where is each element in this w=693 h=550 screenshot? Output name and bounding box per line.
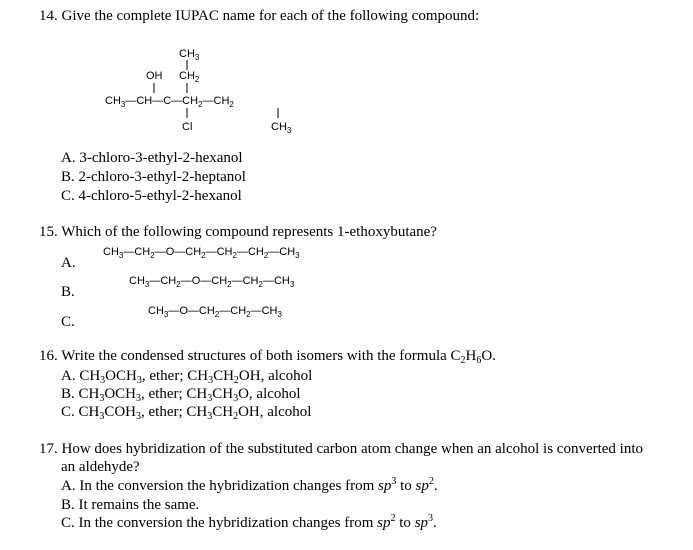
q16-option-c[interactable]: C. $CH_3COH_3$, ether; $CH_3CH_2OH$, alcohol [61,404,312,422]
q15-option-c-formula [146,302,346,318]
svg-text:CH3—O—CH2—CH2—CH3: $CH_3—O—CH_2—CH_2—CH_3$ [148,305,282,318]
question-16-stem: 16. Write the condensed structures of both isomers with the formula $C_2H_6O$. [39,348,496,366]
q14-structural-formula [95,45,325,145]
struct-cl: Cl [182,121,193,133]
q16-option-a[interactable]: A. $CH_3OCH_3$, ether; $CH_3CH_2OH$, alcohol [61,368,313,386]
q14-option-b[interactable]: B. 2-chloro-3-ethyl-2-heptanol [61,169,246,185]
q17-option-b[interactable]: B. It remains the same. [61,497,200,513]
q17-option-c[interactable]: C. In the conversion the hybridization changes from $sp^2$ to $sp^3$. [61,513,437,531]
question-15-stem: 15. Which of the following compound represents 1-ethoxybutane? [39,224,437,240]
struct-ch2-upper: $CH_2$ [179,70,200,84]
q16-option-b[interactable]: B. $CH_3OCH_3$, ether; $CH_3CH_3O$, alcohol [61,386,301,404]
struct-main-chain: $CH_3—CH—C—CH_2—CH_2$ [105,95,234,109]
q15-option-c-label[interactable]: C. [61,314,75,330]
question-14-stem: 14. Give the complete IUPAC name for each of the following compound: [39,8,480,24]
svg-text:CH3—CH2—O—CH2—CH2—CH2—CH3: $CH_3—CH_2—O—CH_2—CH_2—CH_2—CH_3$ [103,246,300,259]
struct-top-ch3: $CH_3$ [179,48,200,62]
q15-option-b-formula [127,272,367,288]
struct-oh: OH [146,70,163,82]
q15-option-b-label[interactable]: B. [61,284,75,300]
question-17-stem-line2: an aldehyde? [61,459,140,475]
q14-option-a[interactable]: A. 3-chloro-3-ethyl-2-hexanol [61,150,243,166]
q17-option-a[interactable]: A. In the conversion the hybridization changes from $sp^3$ to $sp^2$. [61,476,438,494]
q15-option-a-formula [101,243,381,259]
struct-ch3-right: $CH_3$ [271,121,292,135]
q15-option-a-label[interactable]: A. [61,255,76,271]
svg-text:CH3—CH2—O—CH2—CH2—CH3: $CH_3—CH_2—O—CH_2—CH_2—CH_3$ [129,275,295,288]
question-17-stem-line1: 17. How does hybridization of the substituted carbon atom change when an alcohol is converted into [39,441,644,457]
q14-option-c[interactable]: C. 4-chloro-5-ethyl-2-hexanol [61,188,242,204]
